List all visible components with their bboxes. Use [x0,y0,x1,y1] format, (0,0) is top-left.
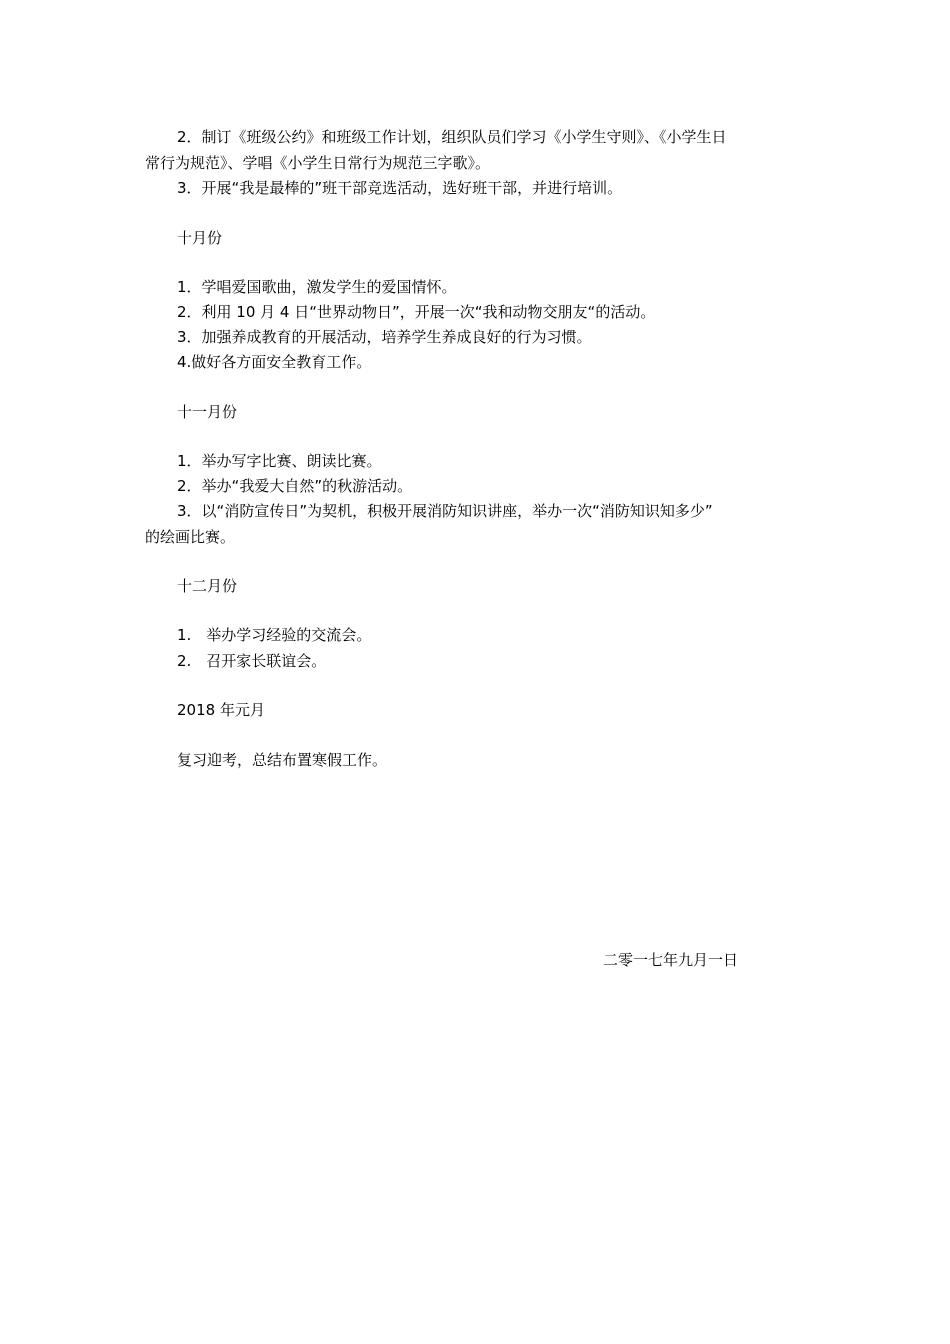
november-item-1: 1．举办写字比赛、朗读比赛。 [177,452,382,470]
november-item-3-line-1: 3．以“消防宣传日”为契机，积极开展消防知识讲座，举办一次“消防知识知多少” [177,502,713,520]
october-heading: 十月份 [177,229,223,247]
sep-item-2-line-1: 2．制订《班级公约》和班级工作计划，组织队员们学习《小学生守则》、《小学生日 [177,128,727,146]
october-item-2: 2．利用 10 月 4 日“世界动物日”，开展一次“我和动物交朋友“的活动。 [177,303,656,321]
signature-date: 二零一七年九月一日 [603,951,739,969]
october-item-4: 4.做好各方面安全教育工作。 [177,353,372,371]
sep-item-2-line-2: 常行为规范》、学唱《小学生日常行为规范三字歌》。 [145,154,491,172]
october-item-1: 1．学唱爱国歌曲，激发学生的爱国情怀。 [177,278,457,296]
october-item-3: 3．加强养成教育的开展活动，培养学生养成良好的行为习惯。 [177,328,592,346]
november-item-2: 2．举办“我爱大自然”的秋游活动。 [177,477,413,495]
november-item-3-line-2: 的绘画比赛。 [145,528,236,546]
november-heading: 十一月份 [177,403,238,421]
january-text: 复习迎考，总结布置寒假工作。 [177,751,388,769]
december-item-2: 2. 召开家长联谊会。 [177,652,327,670]
sep-item-3: 3．开展“我是最棒的”班干部竞选活动，选好班干部，并进行培训。 [177,179,623,197]
december-heading: 十二月份 [177,577,238,595]
december-item-1: 1. 举办学习经验的交流会。 [177,626,372,644]
january-heading: 2018 年元月 [177,701,265,719]
